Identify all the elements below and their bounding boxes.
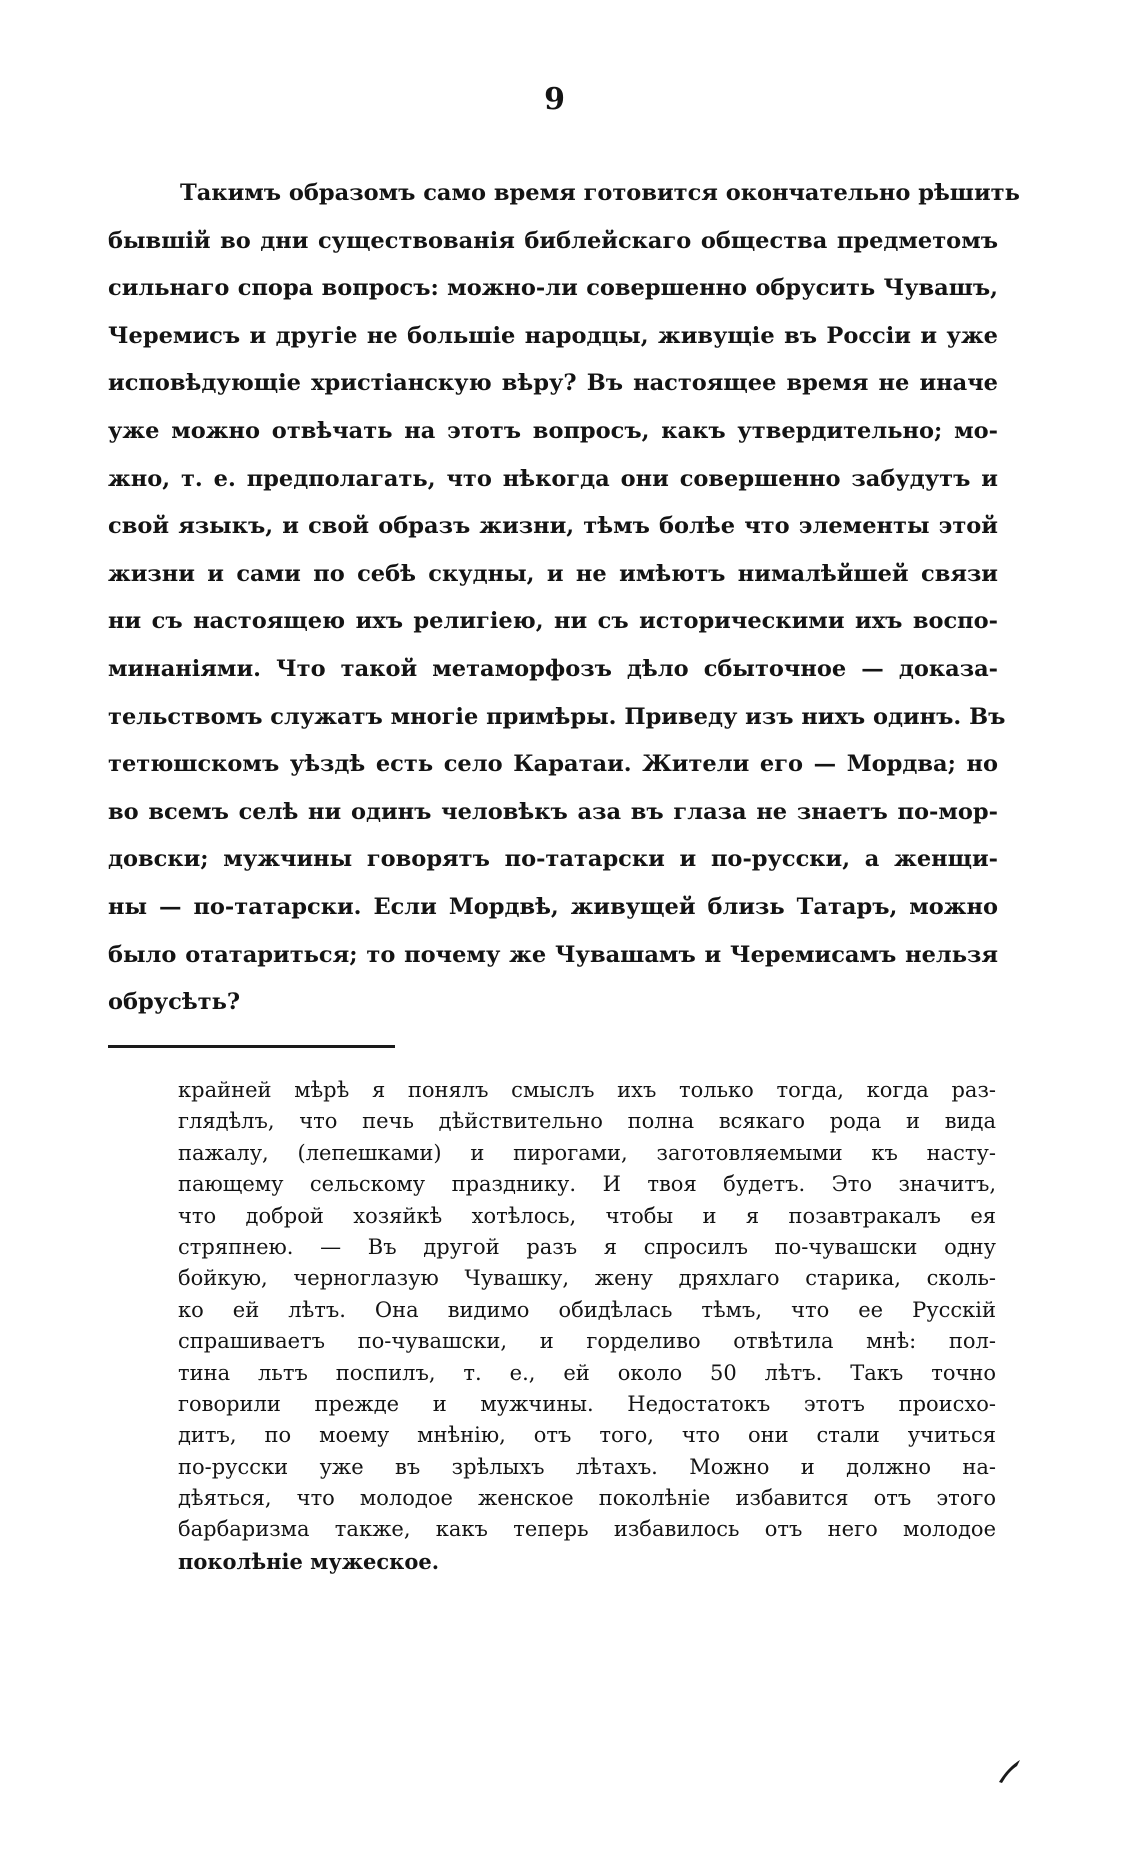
footnote-paragraph: [178, 1075, 996, 1577]
footnote-line: говорили прежде и мужчины. Недостатокъ этотъ происхо-: [178, 1391, 996, 1416]
main-line: довски; мужчины говорятъ по-татарски и по-русски, а женщи-: [108, 846, 998, 873]
main-line: обрусѣть?: [108, 989, 241, 1016]
main-line: свой языкъ, и свой образъ жизни, тѣмъ болѣе что элементы этой: [108, 513, 998, 540]
ink-mark-icon: [996, 1758, 1022, 1784]
main-line: во всемъ селѣ ни одинъ человѣкъ аза въ глаза не знаетъ по-мор-: [108, 798, 998, 825]
main-line: исповѣдующіе христіанскую вѣру? Въ настоящее время не иначе: [108, 370, 998, 397]
footnote-line: ко ей лѣтъ. Она видимо обидѣлась тѣмъ, что ее Русскій: [178, 1297, 996, 1322]
main-line: уже можно отвѣчать на этотъ вопросъ, какъ утвердительно; мо-: [108, 417, 998, 444]
footnote-line: стряпнею. — Въ другой разъ я спросилъ по-чувашски одну: [178, 1234, 996, 1259]
footnote-line: по-русски уже въ зрѣлыхъ лѣтахъ. Можно и должно на-: [178, 1454, 996, 1479]
main-line: сильнаго спора вопросъ: можно-ли совершенно обрусить Чувашъ,: [108, 275, 998, 302]
footnote-line: барбаризма также, какъ теперь избавилось отъ него молодое: [178, 1517, 996, 1542]
footnote-line: тина льтъ поспилъ, т. е., ей около 50 лѣтъ. Такъ точно: [178, 1360, 996, 1385]
main-line: ни съ настоящею ихъ религіею, ни съ историческими ихъ воспо-: [108, 608, 998, 635]
footnote-line: дитъ, по моему мнѣнію, отъ того, что они стали учиться: [178, 1423, 996, 1448]
main-paragraph: [108, 170, 1020, 1027]
main-line: минаніями. Что такой метаморфозъ дѣло сбыточное — доказа-: [108, 655, 998, 682]
footnote-divider: [108, 1045, 395, 1048]
footnote-line: дѣяться, что молодое женское поколѣніе избавится отъ этого: [178, 1486, 996, 1511]
footnote-line: бойкую, черноглазую Чувашку, жену дряхлаго старика, сколь-: [178, 1266, 996, 1291]
main-line: тетюшскомъ уѣздѣ есть село Каратаи. Жители его — Мордва; но: [108, 751, 998, 778]
main-line: Такимъ образомъ само время готовится окончательно рѣшить: [180, 180, 1020, 206]
footnote-line: пающему сельскому празднику. И твоя будетъ. Это значитъ,: [178, 1172, 996, 1197]
main-line: ны — по-татарски. Если Мордвѣ, живущей близь Татаръ, можно: [108, 893, 998, 920]
main-line: Черемисъ и другіе не большіе народцы, живущіе въ Россіи и уже: [108, 322, 998, 349]
footnote-line: спрашиваетъ по-чувашски, и горделиво отвѣтила мнѣ: пол-: [178, 1329, 996, 1354]
main-line: было отатариться; то почему же Чувашамъ и Черемисамъ нельзя: [108, 941, 998, 968]
main-line: жно, т. е. предполагать, что нѣкогда они совершенно забудутъ и: [108, 465, 998, 492]
main-line: жизни и сами по себѣ скудны, и не имѣютъ нималѣйшей связи: [108, 560, 998, 587]
main-line: бывшій во дни существованія библейскаго общества предметомъ: [108, 227, 998, 254]
footnote-line: глядѣлъ, что печь дѣйствительно полна всякаго рода и вида: [178, 1109, 996, 1134]
main-line: тельствомъ служатъ многіе примѣры. Приведу изъ нихъ одинъ. Въ: [108, 703, 1006, 730]
footnote-line: пажалу, (лепешками) и пирогами, заготовляемыми къ насту-: [178, 1140, 996, 1165]
footnote-line: что доброй хозяйкѣ хотѣлось, чтобы и я позавтракалъ ея: [178, 1203, 996, 1228]
footnote-line: крайней мѣрѣ я понялъ смыслъ ихъ только тогда, когда раз-: [178, 1078, 996, 1102]
page-number: 9: [544, 82, 566, 117]
footnote-line: поколѣніе мужеское.: [178, 1548, 440, 1574]
